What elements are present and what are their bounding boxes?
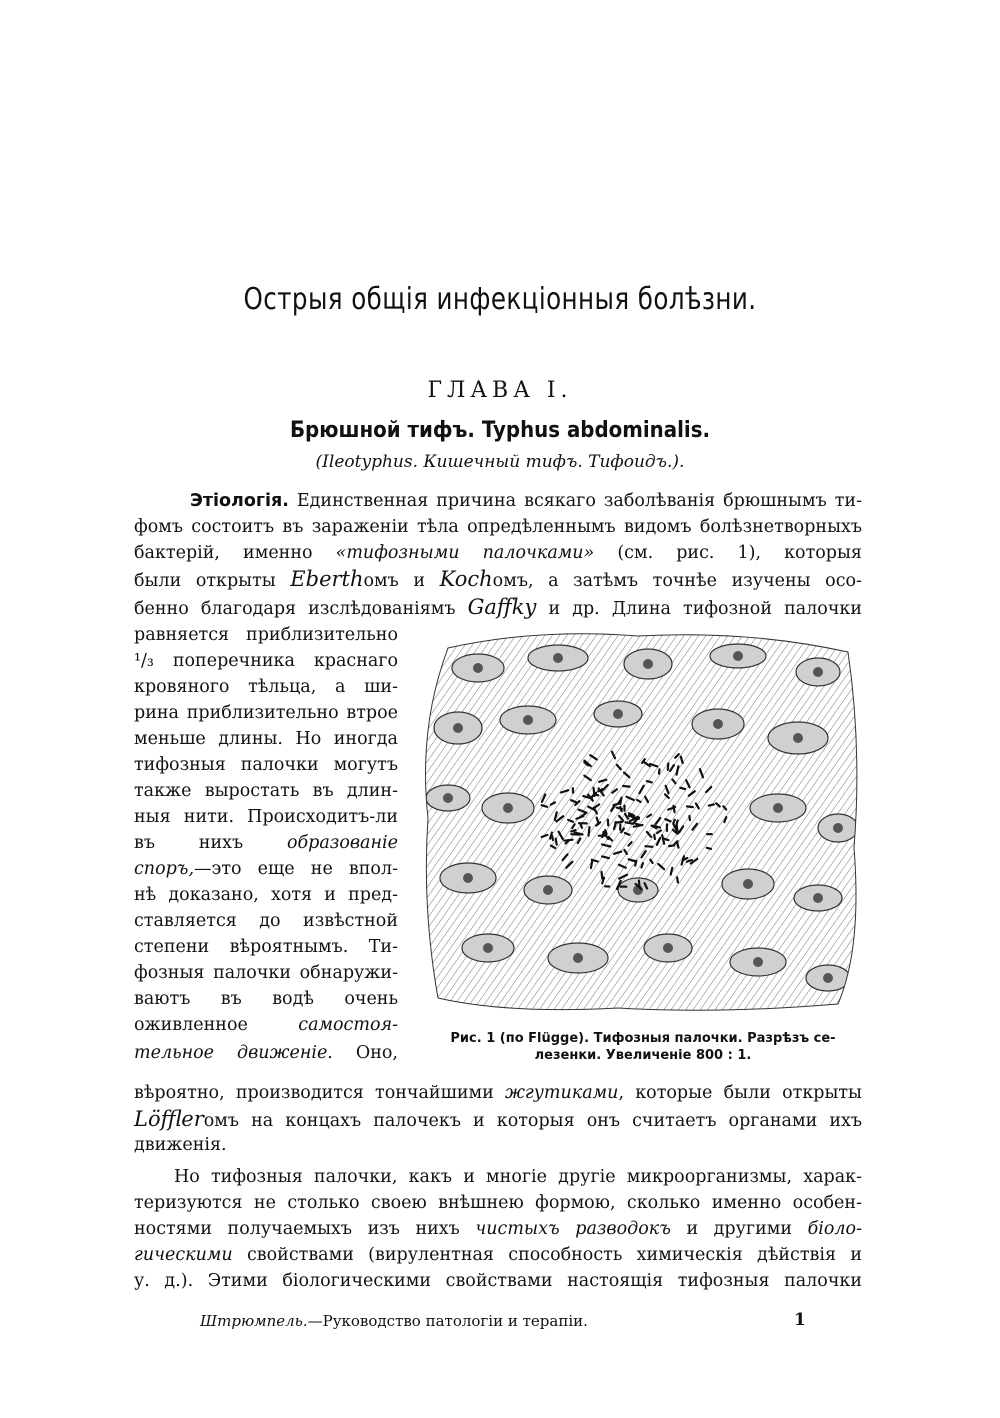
figure-caption (420, 1030, 866, 1064)
bacillus (571, 830, 575, 831)
bacillus (594, 788, 595, 796)
bacillus (673, 820, 675, 824)
text-line: въ нихъ образованіе (134, 833, 398, 853)
bacillus (654, 835, 655, 839)
bacillus (602, 833, 603, 837)
bacillus (632, 860, 637, 861)
bacillus (556, 839, 557, 845)
bacillus (591, 860, 593, 868)
text-line: также выростать въ длин- (134, 781, 398, 801)
bacillus (542, 805, 548, 807)
text-line: нѣ доказано, хотя и пред- (134, 885, 398, 905)
text-line: тельное движеніе. Оно, (134, 1043, 398, 1063)
chapter-title: Брюшной тифъ. Typhus abdominalis. (289, 418, 711, 443)
text-line: споръ,—это еще не впол- (134, 859, 398, 879)
bacillus (602, 872, 603, 879)
text-line: фомъ состоитъ въ зараженіи тѣла опредѣленнымъ видомъ болѣзнетворныхъ (134, 517, 862, 537)
text-line: оживленное самостоя- (134, 1015, 398, 1035)
text-line: Но тифозныя палочки, какъ и многіе другіе микроорганизмы, харак- (174, 1167, 862, 1187)
text-line: фозныя палочки обнаружи- (134, 963, 398, 983)
text-line: ставляется до извѣстной (134, 911, 398, 931)
bacillus (668, 763, 669, 770)
bacillus (676, 821, 677, 827)
bacillus (677, 843, 678, 848)
bacillus (677, 877, 678, 882)
bacillus (623, 786, 630, 787)
bacillus (639, 881, 640, 886)
text-line: у. д.). Этими біологическими свойствами настоящія тифозныя палочки (134, 1271, 862, 1291)
text-line: Этіологія. Единственная причина всякаго заболѣванія брюшнымъ ти- (190, 491, 862, 511)
text-line: рина приблизительно втрое (134, 703, 398, 723)
text-line: теризуются не столько своею внѣшнею формою, сколько именно особен- (134, 1193, 862, 1213)
figure-caption-line: Рис. 1 (по Flügge). Тифозныя палочки. Разрѣзъ се- (450, 1031, 836, 1046)
figure-histology-illustration (418, 628, 862, 1012)
bacillus (709, 805, 714, 806)
chapter-subtitle: (Ileotyphus. Кишечный тифъ. Тифоидъ.). (315, 452, 685, 472)
text-line: ¹/₃ поперечника краснаго (134, 651, 398, 671)
part-title: Острыя общія инфекціонныя болѣзни. (243, 282, 757, 317)
bacillus (552, 836, 553, 840)
bacillus (689, 816, 690, 820)
bacillus (680, 788, 685, 789)
text-line: тифозныя палочки могутъ (134, 755, 398, 775)
bacillus (589, 827, 590, 836)
text-line: меньше длины. Но иногда (134, 729, 398, 749)
bacillus (645, 846, 652, 847)
text-line: степени вѣроятнымъ. Ти- (134, 937, 398, 957)
bacillus (687, 806, 693, 807)
text-line: ваютъ въ водѣ очень (134, 989, 398, 1009)
bacillus (659, 769, 660, 773)
text-line: движенія. (134, 1135, 227, 1155)
bacillus (669, 845, 674, 846)
bacillus (636, 824, 640, 825)
figure-caption-line: лезенки. Увеличеніе 800 : 1. (534, 1048, 752, 1063)
running-footer: Штрюмпель.—Руководство патологіи и терапіи. (200, 1312, 588, 1330)
text-line: кровяного тѣльца, а ши- (134, 677, 398, 697)
bacillus (617, 808, 622, 810)
text-line: вѣроятно, производится тончайшими жгутиками, которые были открыты (134, 1083, 862, 1103)
text-line: бактерій, именно «тифозными палочками» (см. рис. 1), которыя (134, 543, 862, 563)
text-line: Löfflerомъ на концахъ палочекъ и которыя онъ считаетъ органами ихъ (134, 1107, 862, 1131)
text-line: равняется приблизительно (134, 625, 398, 645)
text-line: гическими свойствами (вирулентная способность химическія дѣйствія и (134, 1245, 862, 1265)
bacillus (641, 863, 643, 867)
bacillus (647, 781, 652, 782)
chapter-label: ГЛАВА I. (427, 378, 573, 403)
text-line: бенно благодаря изслѣдованіямъ Gaffky и др. Длина тифозной палочки (134, 595, 862, 619)
bacillus (671, 868, 673, 875)
text-line: ностями получаемыхъ изъ нихъ чистыхъ разводокъ и другими біоло- (134, 1219, 862, 1239)
text-line: были открыты Eberthомъ и Kochомъ, а затѣмъ точнѣе изучены осо- (134, 567, 862, 591)
bacillus (707, 848, 711, 849)
page-number: 1 (794, 1310, 806, 1330)
text-line: ныя нити. Происходитъ-ли (134, 807, 398, 827)
